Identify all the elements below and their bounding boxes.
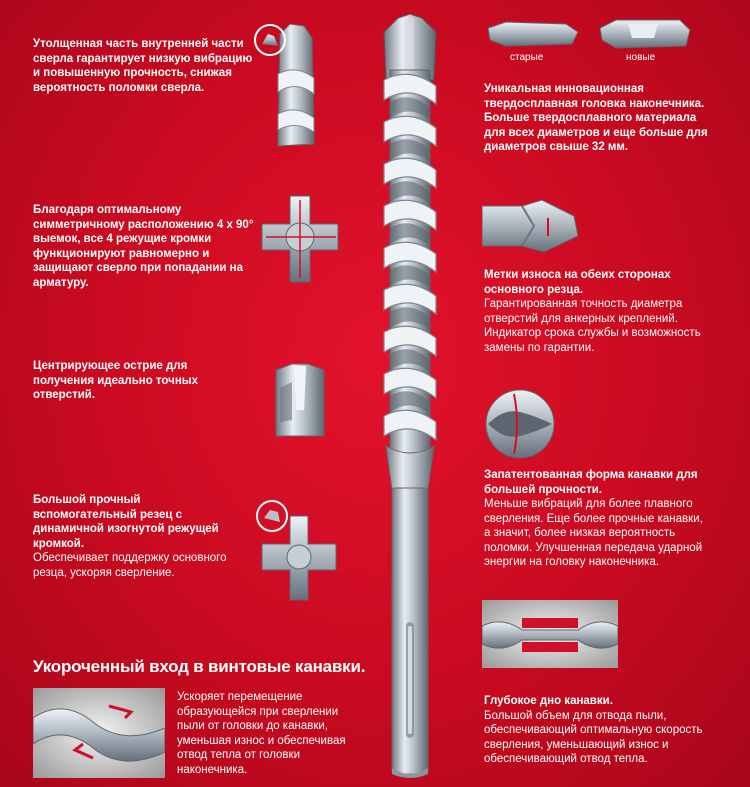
right-text-3: Запатентованная форма канавки для большей прочности. Меньше вибраций для более плавного сверления. Еще более прочные канавки, а значит, более низкая вероятность поломки. Улучшенная передача ударной энергии на головку наконечника. [484, 469, 703, 568]
old-label: старые [510, 52, 544, 63]
left-text-3: Центрирующее острие для получения идеально точных отверстий. [33, 360, 198, 401]
new-tip-icon [598, 16, 693, 52]
right-text-2: Метки износа на обеих сторонах основного резца. Гарантированная точность диаметра отверстий для анкерных креплений. Индикатор срока службы и возможность замены по гарантии. [484, 269, 701, 354]
patented-flute-icon [484, 388, 556, 460]
left-text-2: Благодаря оптимальному симметричному расположению 4 x 90° выемок, все 4 режущие кромки функционируют равномерно и защищают сверло при попадании на арматуру. [33, 204, 254, 289]
drill-tip-closeup-icon [252, 14, 337, 159]
wear-mark-icon [482, 196, 582, 256]
flute-entry-heading: Укороченный вход в винтовые канавки. [33, 657, 366, 676]
flute-entry-icon [33, 688, 165, 778]
left-text-4: Большой прочный вспомогательный резец с динамичной изогнутой режущей кромкой. Обеспечивает поддержку основного резца, ускоряя сверление. [33, 494, 227, 579]
old-tip-icon [486, 18, 581, 50]
new-label: новые [626, 52, 656, 63]
centering-tip-icon [270, 360, 330, 440]
flute-entry-text: Ускоряет перемещение образующейся при сверлении пыли от головки до канавки, уменьшая износ и обеспечивая отвод тепла от головки наконечника. [177, 691, 346, 776]
right-text-1: Уникальная инновационная твердосплавная головка наконечника. Больше твердосплавного материала для всех диаметров и еще больше для диаметров свыше 32 мм. [484, 83, 708, 153]
deep-flute-icon [482, 600, 618, 668]
drill-bit-illustration [370, 10, 450, 782]
left-text-1: Утолщенная часть внутренней части сверла гарантирует низкую вибрацию и повышенную прочность, снижая вероятность поломки сверла. [33, 38, 253, 94]
auxiliary-cutter-icon [252, 496, 342, 606]
cross-head-icon [258, 192, 343, 287]
right-text-4: Глубокое дно канавки. Большой объем для отвода пыли, обеспечивающий оптимальную скорость сверления, уменьшающий износ и обеспечивающий отвод тепла. [484, 695, 703, 765]
